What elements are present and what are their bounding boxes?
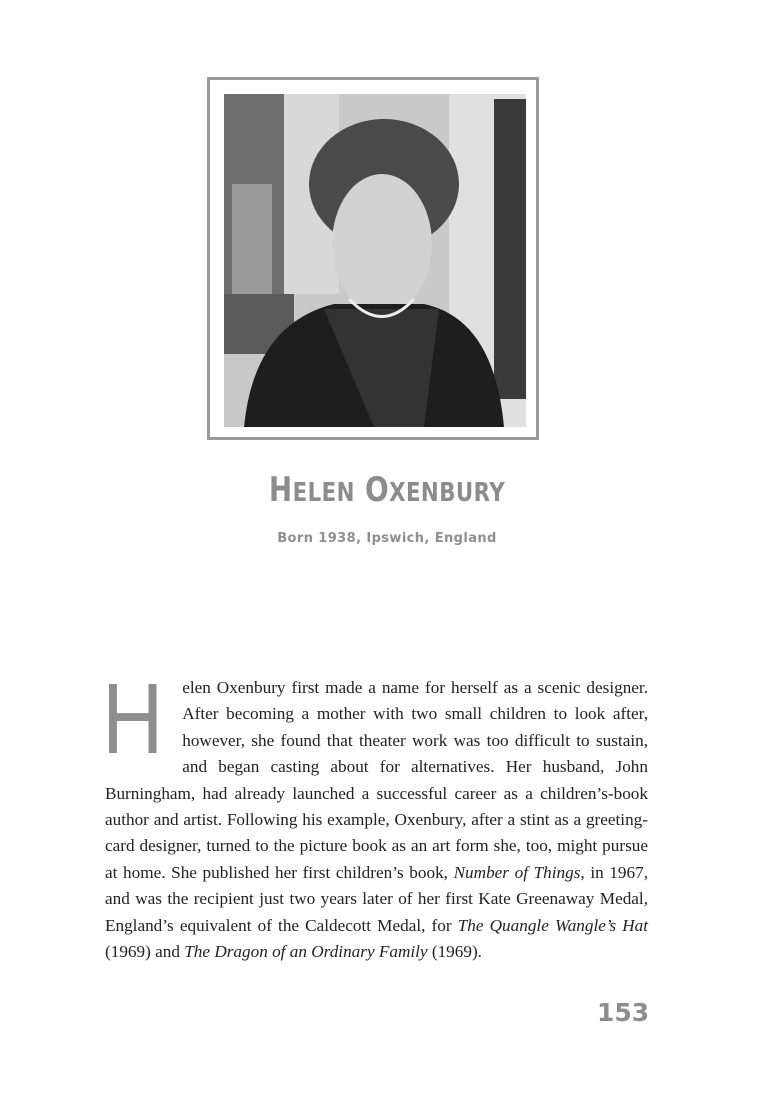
author-name <box>70 470 705 510</box>
portrait-photo <box>224 94 526 427</box>
text-run: (1969) and <box>105 942 185 962</box>
book-title: Number of Things <box>453 862 581 882</box>
birth-info: Born 1938, Ipswich, England <box>277 531 497 546</box>
book-title: The Quangle Wangle’s Hat <box>457 915 648 935</box>
name-last-initial: O <box>365 470 390 510</box>
drop-cap: H <box>102 663 164 775</box>
text-run: , in 1967, and was the recipient just two years later of her first Kate Greenaway Medal, England’s equivalent of the Caldecott Medal, for <box>105 862 648 935</box>
name-first: ELEN <box>292 478 355 508</box>
name-initial: H <box>268 470 293 510</box>
text-run: elen Oxenbury first made a name for herself as a scenic designer. After becoming a mother with two small children to look after, however, she found that theater work was too difficult to sustain, and began casting about for alternatives. Her husband, John Burningham, had already launched a successful career as a children’s-book author and artist. Following his example, Oxenbury, after a stint as a greeting-card designer, turned to the picture book as an art form she, too, might pursue at home. She published her first children’s book, <box>105 678 648 882</box>
text-run: (1969). <box>427 942 482 962</box>
book-title: The Dragon of an Ordinary Family <box>184 942 428 962</box>
biography-text <box>102 663 648 965</box>
name-last: XENBURY <box>389 478 506 508</box>
page-number: 153 <box>597 998 650 1027</box>
